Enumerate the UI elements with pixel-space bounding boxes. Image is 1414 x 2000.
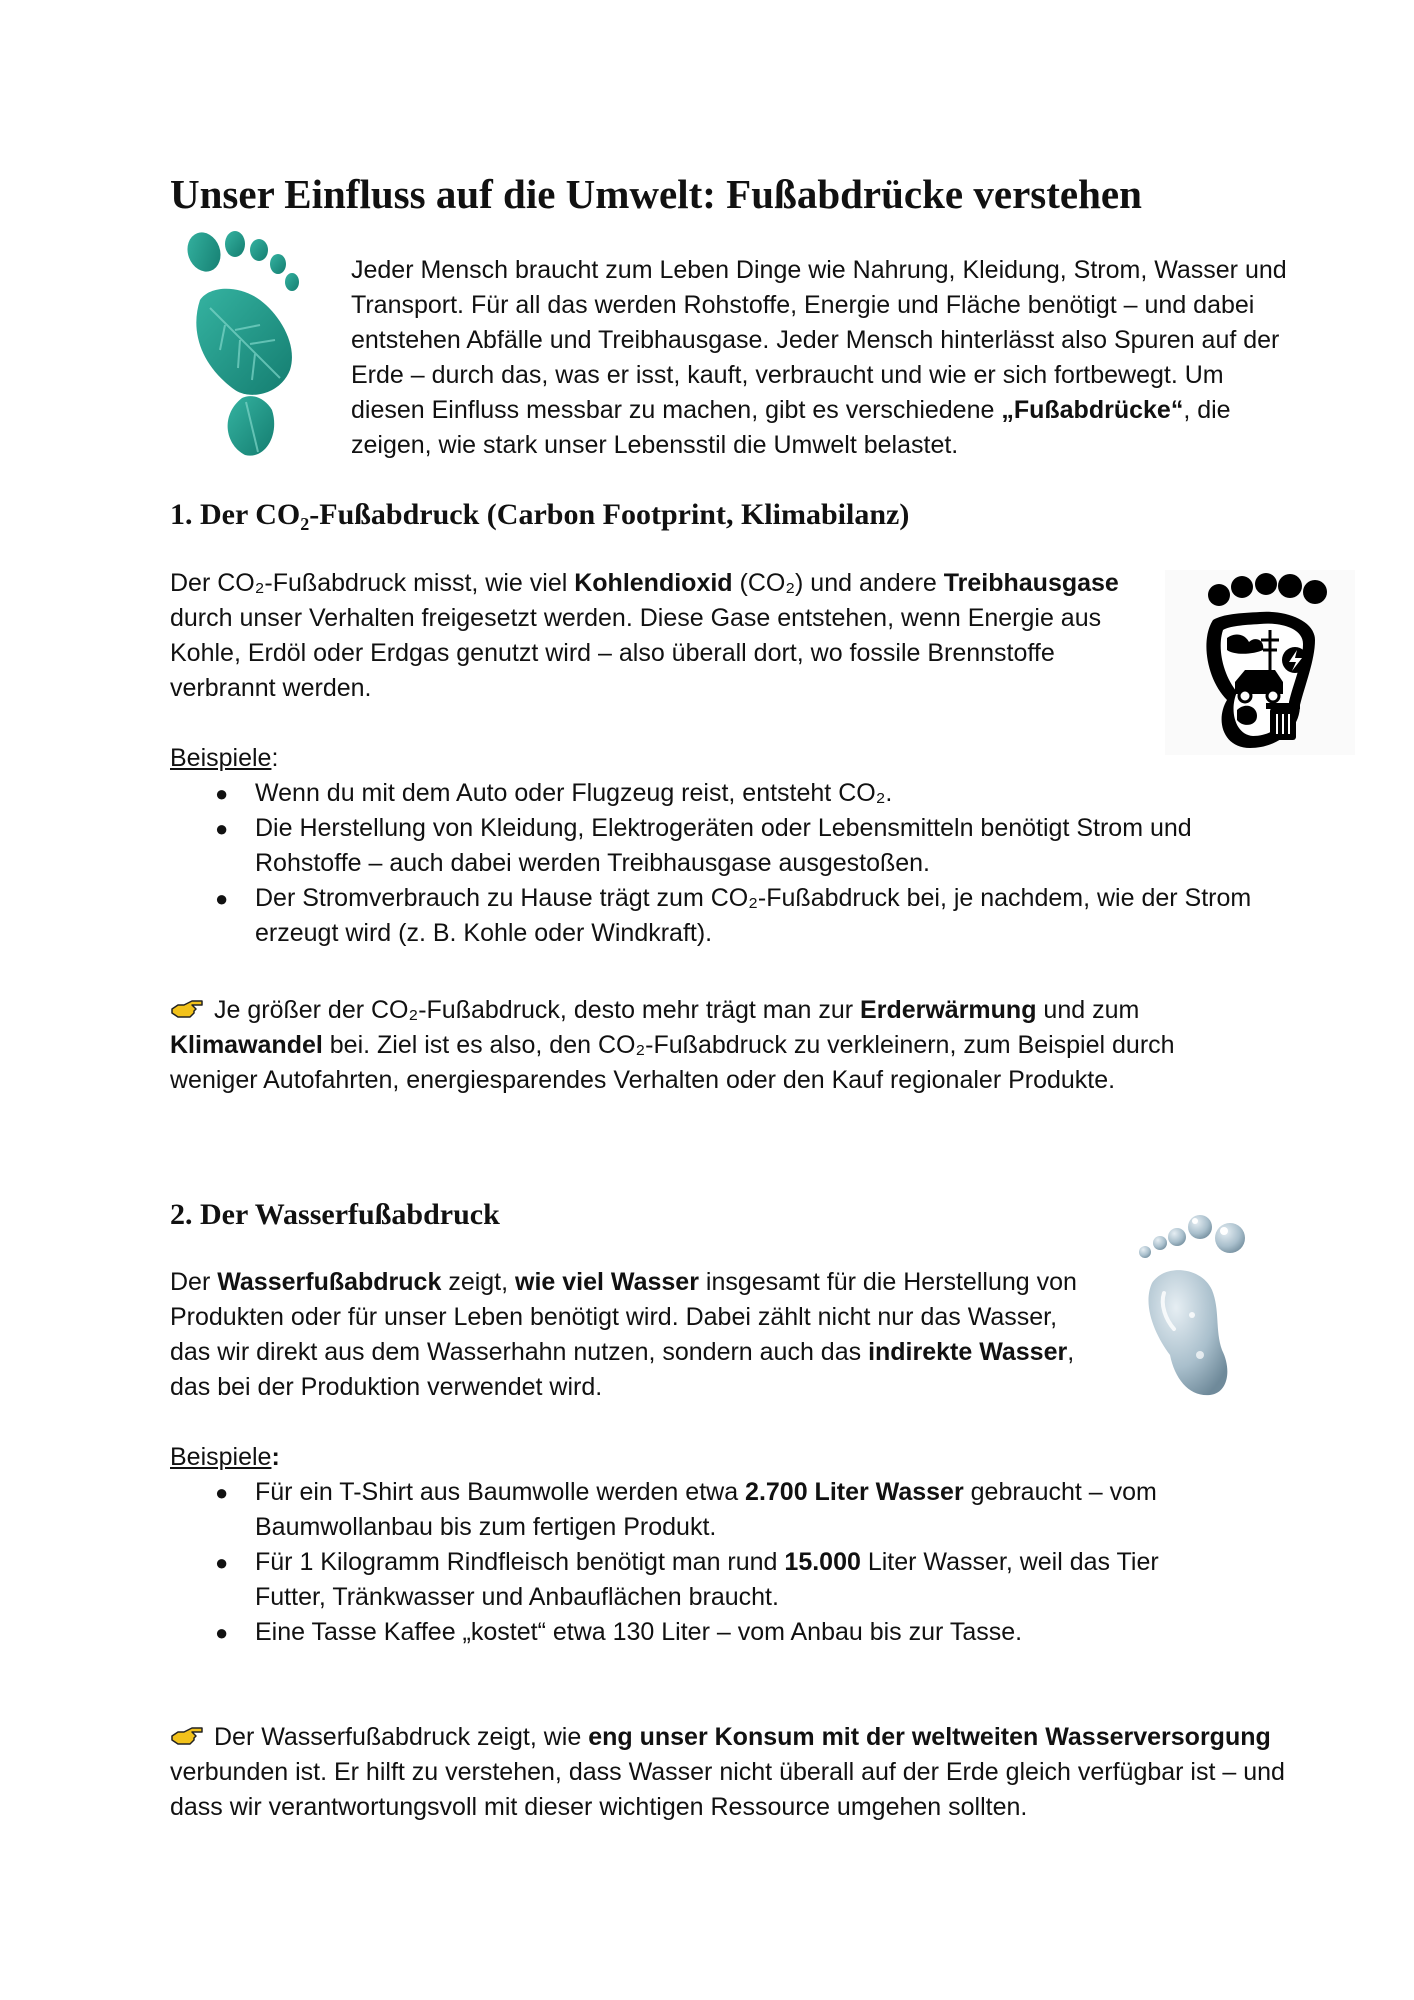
- water-section-heading: 2. Der Wasserfußabdruck: [170, 1198, 500, 1231]
- pointing-hand-icon: [170, 997, 206, 1021]
- water-footprint-icon: [1130, 1205, 1260, 1400]
- co2-paragraph: Der CO₂-Fußabdruck misst, wie viel Kohlendioxid (CO₂) und andere Treibhausgase durch unser Verhalten freigesetzt werden. Diese Gase entstehen, wenn Energie aus Kohle, Erdöl oder Erdgas genutzt wird – also überall dort, wo fossile Brennstoffe verbrannt werden.: [170, 569, 1119, 702]
- co2-section-heading: 1. Der CO₂-Fußabdruck (Carbon Footprint, Klimabilanz): [170, 498, 910, 531]
- intro-paragraph: Jeder Mensch braucht zum Leben Dinge wie Nahrung, Kleidung, Strom, Wasser und Transport. Für all das werden Rohstoffe, Energie und Fläche benötigt – und dabei entstehen Abfälle und Treibhausgase. Jeder Mensch hinterlässt also Spuren auf der Erde – durch das, was er isst, kauft, verbraucht und wie er sich fortbewegt. Um diesen Einfluss messbar zu machen, gibt es verschiedene „Fußabdrücke“, die zeigen, wie stark unser Lebensstil die Umwelt belastet.: [351, 256, 1287, 459]
- co2-examples-label: Beispiele:: [170, 744, 279, 772]
- list-item: ● Der Stromverbrauch zu Hause trägt zum CO₂-Fußabdruck bei, je nachdem, wie der Strom erzeugt wird (z. B. Kohle oder Windkraft).: [215, 884, 1252, 947]
- co2-note: Je größer der CO₂-Fußabdruck, desto mehr trägt man zur Erderwärmung und zum Klimawandel bei. Ziel ist es also, den CO₂-Fußabdruck zu verkleinern, zum Beispiel durch weniger Autofahrten, energiesparendes Verhalten oder den Kauf regionaler Produkte.: [170, 996, 1175, 1094]
- list-item: ● Für 1 Kilogramm Rindfleisch benötigt man rund 15.000 Liter Wasser, weil das Tier Futter, Tränkwasser und Anbauflächen braucht.: [215, 1548, 1159, 1611]
- list-item: ● Die Herstellung von Kleidung, Elektrogeräten oder Lebensmitteln benötigt Strom und Rohstoffe – auch dabei werden Treibhausgase ausgestoßen.: [215, 814, 1192, 877]
- water-examples-list: [170, 1475, 1220, 1650]
- page-title: Unser Einfluss auf die Umwelt: Fußabdrücke verstehen: [170, 171, 1142, 217]
- list-item: ● Für ein T-Shirt aus Baumwolle werden etwa 2.700 Liter Wasser gebraucht – vom Baumwollanbau bis zum fertigen Produkt.: [215, 1478, 1157, 1541]
- pointing-hand-icon: [170, 1724, 206, 1748]
- water-paragraph: Der Wasserfußabdruck zeigt, wie viel Wasser insgesamt für die Herstellung von Produkten oder für unser Leben benötigt wird. Dabei zählt nicht nur das Wasser, das wir direkt aus dem Wasserhahn nutzen, sondern auch das indirekte Wasser, das bei der Produktion verwendet wird.: [170, 1268, 1077, 1401]
- co2-examples-list: [170, 776, 1290, 951]
- carbon-footprint-icon: [1165, 570, 1355, 755]
- leaf-footprint-icon: [180, 230, 320, 460]
- list-item: ● Eine Tasse Kaffee „kostet“ etwa 130 Liter – vom Anbau bis zur Tasse.: [215, 1618, 1023, 1646]
- water-examples-label: Beispiele:: [170, 1443, 280, 1471]
- water-note: Der Wasserfußabdruck zeigt, wie eng unser Konsum mit der weltweiten Wasserversorgung verbunden ist. Er hilft zu verstehen, dass Wasser nicht überall auf der Erde gleich verfügbar ist – und dass wir verantwortungsvoll mit dieser wichtigen Ressource umgehen sollten.: [170, 1723, 1285, 1821]
- list-item: ● Wenn du mit dem Auto oder Flugzeug reist, entsteht CO₂.: [215, 779, 893, 807]
